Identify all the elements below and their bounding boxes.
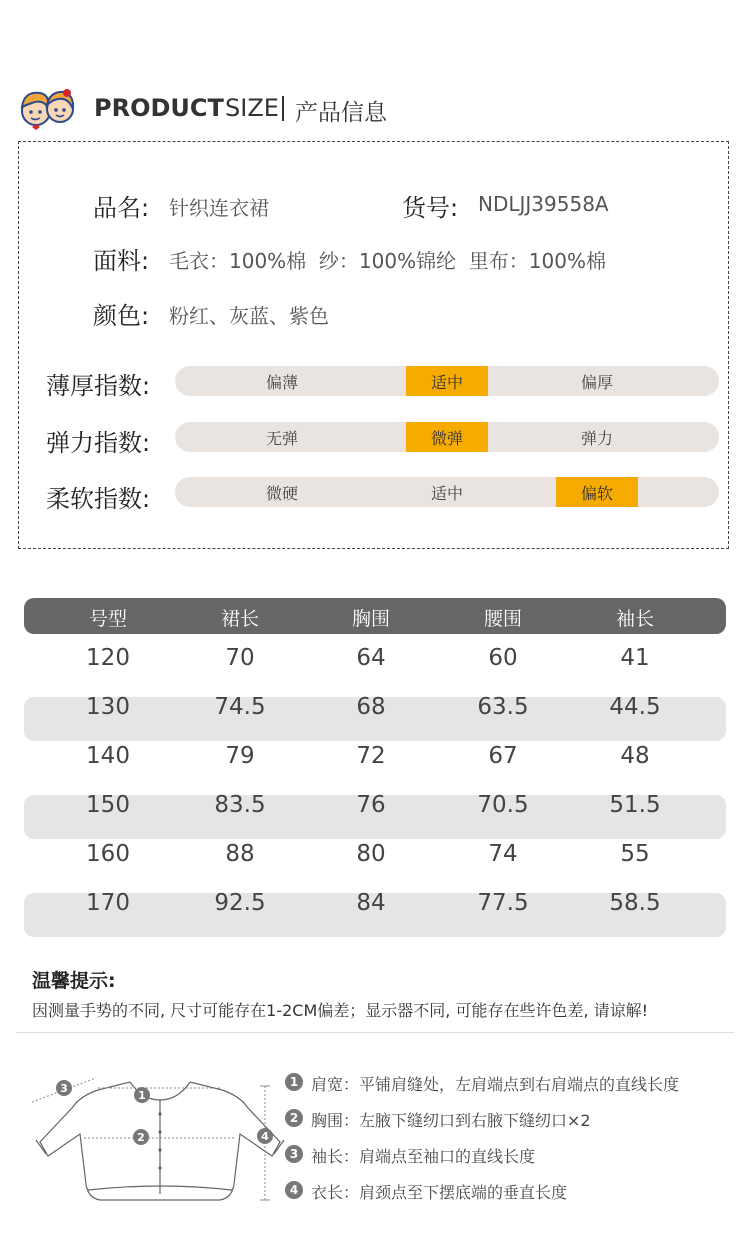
brand-logo	[14, 83, 80, 133]
header-chest: 胸围	[351, 608, 390, 630]
table-cell-dress-length: 79	[225, 743, 255, 769]
elasticity-option: 微弹	[406, 422, 488, 452]
title-product: PRODUCT	[94, 94, 224, 122]
svg-text:1: 1	[138, 1089, 146, 1102]
measurement-sleeve: 袖长：肩端点至袖口的直线长度	[311, 1147, 536, 1166]
svg-text:2: 2	[137, 1131, 145, 1144]
softness-option: 适中	[430, 483, 463, 503]
table-cell-chest: 80	[356, 841, 386, 867]
elasticity-index-label: 弹力指数:	[46, 429, 151, 457]
measurement-chest: 胸围：左腋下缝纫口到右腋下缝纫口×2	[311, 1111, 591, 1130]
marker-3-icon: 3	[285, 1145, 303, 1163]
table-cell-chest: 84	[356, 890, 386, 916]
title-divider	[282, 96, 284, 121]
title-cn: 产品信息	[295, 100, 387, 126]
table-cell-waist: 77.5	[477, 890, 529, 916]
table-cell-waist: 63.5	[477, 694, 529, 720]
softness-option: 微硬	[265, 483, 298, 503]
table-cell-size: 130	[86, 694, 130, 720]
measurement-shoulder: 肩宽：平铺肩缝处，左肩端点到右肩端点的直线长度	[311, 1075, 680, 1094]
measurement-length: 衣长：肩颈点至下摆底端的垂直长度	[311, 1183, 568, 1202]
table-cell-chest: 72	[356, 743, 386, 769]
garment-measure-diagram	[20, 1064, 300, 1214]
svg-text:4: 4	[261, 1130, 269, 1143]
table-cell-dress-length: 70	[225, 645, 255, 671]
thickness-option: 偏薄	[265, 372, 298, 392]
thickness-index-bar	[175, 366, 719, 396]
table-cell-size: 160	[86, 841, 130, 867]
tips-text: 因测量手势的不同, 尺寸可能存在1-2CM偏差；显示器不同, 可能存在些许色差, 请谅解!	[32, 1001, 649, 1020]
divider	[16, 1032, 734, 1033]
tips-title: 温馨提示:	[32, 970, 116, 992]
table-cell-size: 140	[86, 743, 130, 769]
table-cell-size: 150	[86, 792, 130, 818]
softness-option: 偏软	[556, 477, 638, 507]
table-cell-waist: 60	[488, 645, 518, 671]
table-cell-chest: 76	[356, 792, 386, 818]
header-sleeve: 袖长	[615, 608, 654, 630]
sku-value: NDLJJ39558A	[478, 192, 609, 216]
table-cell-waist: 67	[488, 743, 518, 769]
table-cell-dress-length: 74.5	[214, 694, 266, 720]
header-waist: 腰围	[483, 608, 522, 630]
table-cell-chest: 64	[356, 645, 386, 671]
elasticity-option: 弹力	[580, 428, 613, 448]
thickness-index-label: 薄厚指数:	[46, 372, 151, 400]
table-cell-dress-length: 92.5	[214, 890, 266, 916]
color-value: 粉红、灰蓝、紫色	[169, 304, 329, 328]
sku-label: 货号:	[402, 194, 459, 222]
table-cell-size: 170	[86, 890, 130, 916]
marker-4-icon: 4	[285, 1181, 303, 1199]
color-label: 颜色:	[93, 302, 150, 330]
name-label: 品名:	[93, 194, 150, 222]
title-size: SIZE	[225, 94, 279, 122]
table-cell-dress-length: 83.5	[214, 792, 266, 818]
table-cell-size: 120	[86, 645, 130, 671]
table-cell-sleeve: 44.5	[609, 694, 661, 720]
header-size: 号型	[88, 608, 127, 630]
table-cell-chest: 68	[356, 694, 386, 720]
softness-index-label: 柔软指数:	[46, 485, 151, 513]
elasticity-index-bar	[175, 422, 719, 452]
table-cell-waist: 74	[488, 841, 518, 867]
header-dress-length: 裙长	[220, 608, 259, 630]
table-cell-dress-length: 88	[225, 841, 255, 867]
softness-index-bar	[175, 477, 719, 507]
marker-1-icon: 1	[285, 1073, 303, 1091]
thickness-option: 适中	[406, 366, 488, 396]
table-cell-sleeve: 41	[620, 645, 650, 671]
fabric-label: 面料:	[93, 247, 150, 275]
table-cell-waist: 70.5	[477, 792, 529, 818]
thickness-option: 偏厚	[580, 372, 613, 392]
table-cell-sleeve: 55	[620, 841, 650, 867]
name-value: 针织连衣裙	[169, 196, 269, 220]
marker-2-icon: 2	[285, 1109, 303, 1127]
table-cell-sleeve: 48	[620, 743, 650, 769]
fabric-value: 毛衣：100%棉 纱：100%锦纶 里布：100%棉	[169, 249, 606, 273]
table-cell-sleeve: 51.5	[609, 792, 661, 818]
svg-text:3: 3	[60, 1082, 68, 1095]
table-cell-sleeve: 58.5	[609, 890, 661, 916]
elasticity-option: 无弹	[265, 428, 298, 448]
